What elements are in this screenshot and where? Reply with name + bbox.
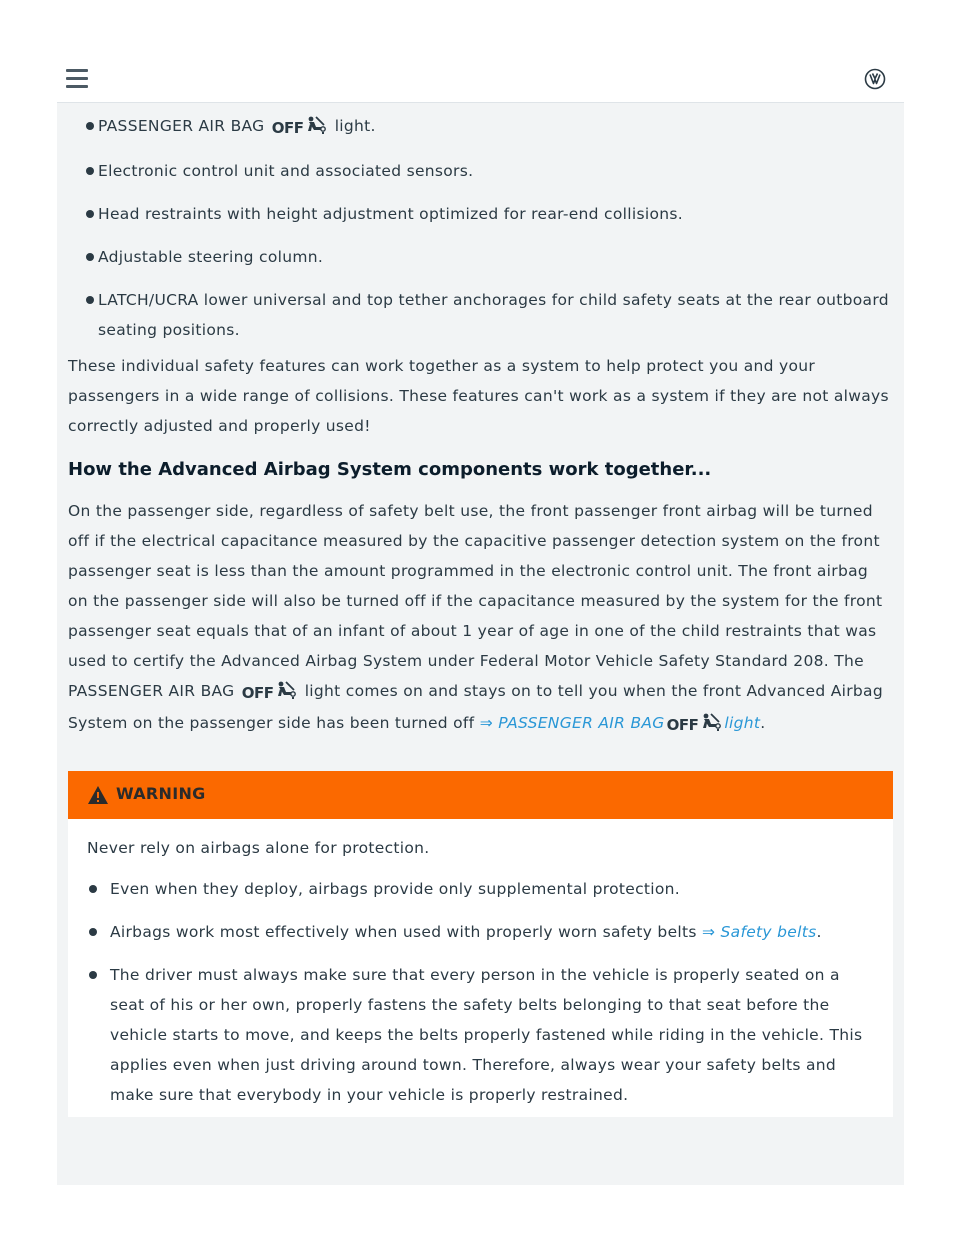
list-item-text: Adjustable steering column. <box>98 248 324 266</box>
list-item <box>57 285 904 345</box>
airbag-off-icon[interactable]: OFF <box>666 716 699 734</box>
page-content <box>57 103 904 1185</box>
body-paragraph <box>57 496 904 740</box>
bullet-dot <box>89 928 97 936</box>
bullet-dot <box>89 885 97 893</box>
list-item-text: PASSENGER AIR BAG <box>98 117 265 135</box>
link-text[interactable]: light <box>724 714 761 732</box>
warning-label: WARNING <box>116 784 206 803</box>
safety-belts-link[interactable]: ⇒ Safety belts <box>702 923 817 941</box>
vw-logo-icon[interactable] <box>864 68 886 90</box>
hamburger-menu-icon[interactable] <box>66 69 90 89</box>
list-item <box>57 199 904 229</box>
link-text[interactable]: ⇒ PASSENGER AIR BAG <box>479 714 665 732</box>
warning-list <box>68 874 893 1110</box>
feature-list <box>57 103 904 345</box>
list-item-text: LATCH/UCRA lower universal and top tether anchorages for child safety seats at the rear outboard seating positions. <box>98 291 889 339</box>
list-item-end: . <box>816 923 822 941</box>
bullet-dot <box>86 296 94 304</box>
bullet-dot <box>86 253 94 261</box>
list-item-text: light. <box>334 117 376 135</box>
paragraph-text: On the passenger side, regardless of safety belt use, the front passenger front airbag will be turned off if the electrical capacitance measured by the capacitive passenger detection system on the front passenger seat is less than the amount programmed in the electronic control unit. The front airbag on the passenger side will also be turned off if the capacitance measured by the system for the front passenger seat equals that of an infant of about 1 year of age in one of the child restraints that was used to certify the Advanced Airbag System under Federal Motor Vehicle Safety Standard 208. The PASSENGER AIR BAG <box>68 502 883 700</box>
airbag-off-icon: OFF <box>241 684 274 702</box>
airbag-off-icon: OFF <box>271 119 304 137</box>
bullet-dot <box>86 210 94 218</box>
warning-intro: Never rely on airbags alone for protection. <box>87 839 430 857</box>
passenger-airbag-light-link[interactable] <box>480 714 761 732</box>
list-item-text: Even when they deploy, airbags provide only supplemental protection. <box>110 880 681 898</box>
warning-body <box>68 819 893 1110</box>
passenger-seat-icon[interactable] <box>702 713 722 731</box>
bullet-dot <box>86 122 94 130</box>
bullet-dot <box>86 167 94 175</box>
warning-header <box>68 771 893 819</box>
list-item <box>57 242 904 272</box>
bullet-dot <box>89 971 97 979</box>
list-item-text: The driver must always make sure that every person in the vehicle is properly seated on a seat of his or her own, properly fastens the safety belts belonging to that seat before the vehicle starts to move, and keeps the belts properly fastened while riding in the vehicle. This applies even when just driving around town. Therefore, always wear your safety belts and make sure that everybody in your vehicle is properly restrained. <box>110 966 863 1104</box>
paragraph-end: . <box>760 714 766 732</box>
top-bar <box>57 56 904 103</box>
passenger-seat-icon <box>277 681 297 699</box>
paragraph-text: light comes on and stays on to tell you when the front Advanced Airbag System on the passenger side has been turned off <box>68 682 883 732</box>
warning-box <box>68 771 893 1117</box>
list-item-text: Electronic control unit and associated sensors. <box>98 162 474 180</box>
list-item <box>57 111 904 143</box>
list-item-text: Head restraints with height adjustment optimized for rear-end collisions. <box>98 205 683 223</box>
warning-triangle-icon <box>87 785 109 805</box>
section-heading: How the Advanced Airbag System components work together... <box>68 459 712 480</box>
list-item-text: Airbags work most effectively when used with properly worn safety belts <box>110 923 697 941</box>
intro-paragraph: These individual safety features can work together as a system to help protect you and your passengers in a wide range of collisions. These features can't work as a system if they are not always correctly adjusted and properly used! <box>68 357 889 435</box>
list-item <box>68 917 893 947</box>
list-item <box>68 874 893 904</box>
list-item <box>68 960 893 1110</box>
passenger-seat-icon <box>307 116 327 134</box>
list-item <box>57 156 904 186</box>
